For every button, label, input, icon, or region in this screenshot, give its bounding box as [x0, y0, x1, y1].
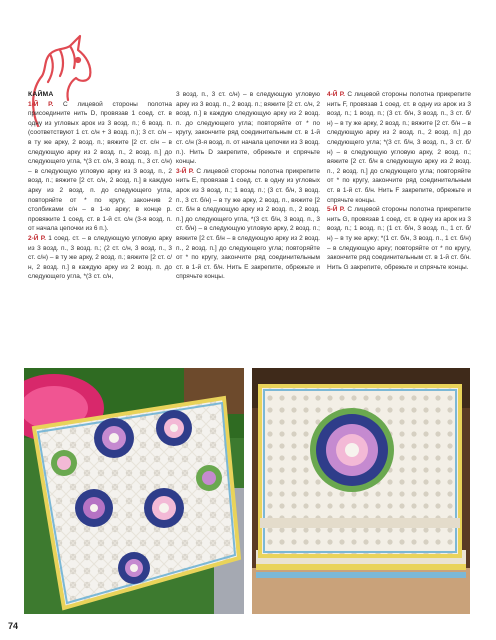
section-title: КАЙМА — [28, 91, 54, 98]
row-5-text: С лицевой стороны полотна прикрепите нить G, провязав 1 соед. ст. в одну из арок из 3 возд. п.; 1 возд. п.; (1 ст. б/н, 3 возд. п., 1 ст. б/н) – в ту же арку; *(1 ст. б/н, 3 возд. п., 1 ст. б/н) – в следующую арку; повторяйте от * по кругу, закончите ряд соединительным ст. в 1-й ст. б/н. Нить G закрепите, обрежьте и спрячьте концы. — [327, 206, 471, 271]
flower-motif — [310, 408, 394, 492]
row-2-continued: 3 возд. п., 3 ст. с/н) – в следующую угловую арку из 3 возд. п., 2 возд. п.; вяжите [2 ст. с/н, 2 возд. п.] в каждую следующую арку из 2 возд. п. до следующего угла; повторяйте от * по кругу, закончите ряд соединительным ст. в 1-й ст. с/н (3-я возд. п. от начала цепочки из 3 возд. п.). Нить D закрепите, обрежьте и спрячьте концы. — [176, 91, 320, 166]
row-3-label: 3-Й Р. — [176, 167, 194, 175]
row-3-text: С лицевой стороны полотна прикрепите нить E, провязав 1 соед. ст. в одну из угловых арок из 3 возд. п.; 1 возд. п.; (3 ст. б/н, 3 возд. п., 3 ст. б/н) – в ту же арку, 2 возд. п., вяжите [2 ст. б/н в следующую арку из 2 возд. п., 2 возд. п.] до следующего угла, *(3 ст. б/н, 3 возд. п., 3 ст. б/н) – в следующую угловую арку, 2 возд. п.; вяжите [2 ст. б/н – в следующую арку из 2 возд. п., 2 возд. п.] до следующего угла; повторяйте от * по кругу, закончите ряд соединительным ст. в 1-й ст. б/н. Нить E закрепите, обрежьте и спрячьте концы. — [176, 167, 320, 281]
page-number: 74 — [8, 621, 19, 631]
row-4-label: 4-Й Р. — [327, 91, 345, 98]
blanket-photo-right — [252, 368, 470, 614]
row-3-paragraph — [176, 167, 320, 282]
row-1-label: 1-Й Р. — [28, 100, 54, 108]
row-4-text: С лицевой стороны полотна прикрепите нить F, провязав 1 соед. ст. в одну из арок из 3 возд. п.; 1 возд. п.; (3 ст. б/н, 3 возд. п., 3 ст. б/н) – в ту же арку, 2 возд. п.; вяжите [2 ст. б/н – в следующую арку из 2 возд. п., 2 возд. п.] до следующего угла; *(3 ст. б/н, 3 возд. п., 3 ст. б/н) – в следующую угловую арку, 2 возд. п.; вяжите [2 ст. б/н в следующую арку из 2 возд. п., 2 возд. п.] до следующего угла; повторяйте от * по кругу, закончите ряд соединительным ст. в 1-й ст. б/н. Нить F закрепите, обрежьте и спрячьте концы. — [327, 91, 471, 204]
blanket-photo-left — [24, 368, 244, 614]
text-column-3 — [327, 90, 471, 272]
row-5-label: 5-Й Р. — [327, 206, 345, 214]
row-2-text: 1 соед. ст. – в следующую угловую арку из 3 возд. п., 3 возд. п.; (2 ст. с/н, 3 возд. п., 3 ст. с/н) – в ту же арку, 2 возд. п.; вяжите [2 ст. с/н, 2 возд. п.] в каждую арку из 2 возд. п. до следующего угла, *(3 ст. с/н, — [28, 234, 172, 281]
row-1-paragraph — [28, 100, 172, 234]
text-column-1 — [28, 90, 172, 282]
row-2-paragraph — [28, 234, 172, 282]
row-4-paragraph — [327, 90, 471, 205]
row-1-text: С лицевой стороны полотна присоедините нить D, провязав 1 соед. ст. в одну из угловых арок из 3 возд. п.; 6 возд. п. (соответствуют 1 ст. с/н + 3 возд. п.); 3 ст. с/н – в ту же арку, 2 возд. п.; вяжите [2 ст. с/н – в следующую арку из 2 возд. п., 2 возд. п.] до следующего угла, *(3 ст. с/н, 3 возд. п., 3 ст. с/н) – в следующую угловую арку из 3 возд. п., 2 возд. п.; вяжите [2 ст. с/н, 2 возд. п.] в каждую арку из 2 возд. п. до следующего угла, повторяйте от * по кругу, закончив 2 столбиками с/н – в 1-ю арку; в конце р. провяжите 1 соед. ст. в 1-й ст. с/н (3-я возд. п. от начала цепочки из 6 п.). — [28, 100, 172, 233]
row-2-label: 2-Й Р. — [28, 234, 46, 242]
text-column-2 — [176, 90, 320, 282]
row-5-paragraph — [327, 205, 471, 272]
